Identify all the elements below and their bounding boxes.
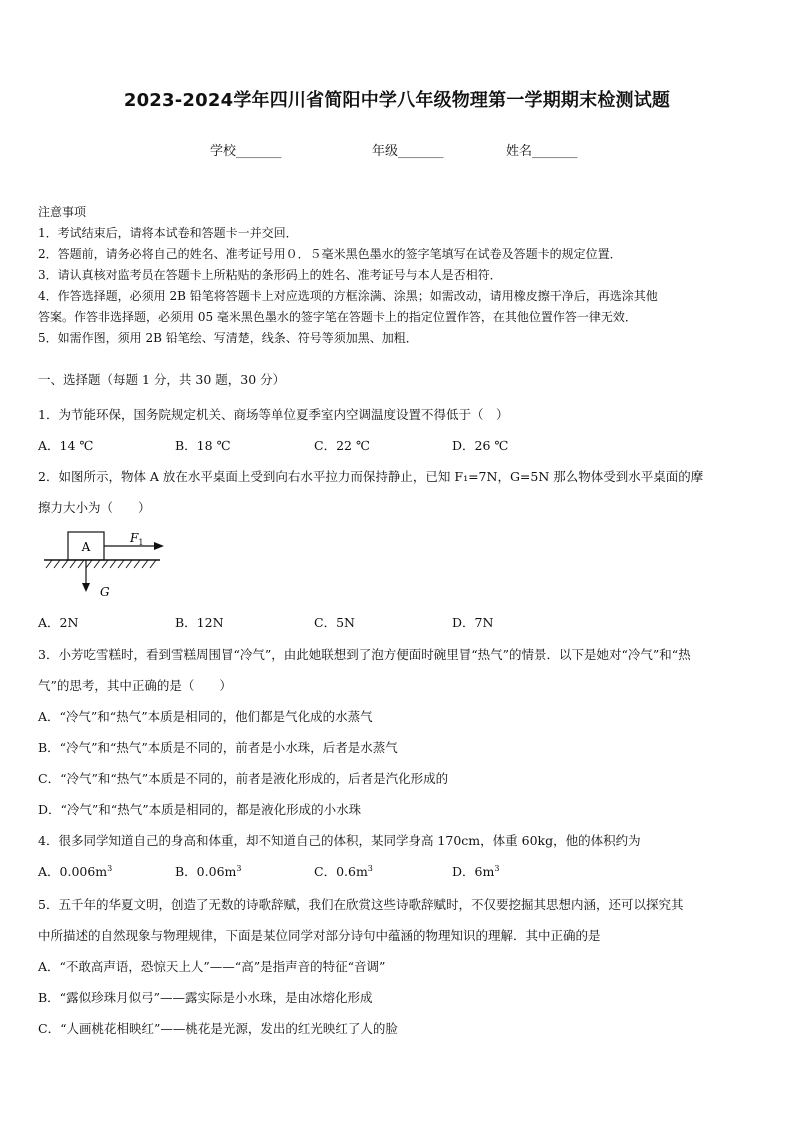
- q5-option-a: A．“不敢高声语，恐惊天上人”——“高”是指声音的特征“音调”: [38, 959, 386, 974]
- question-2-stem-line2: 擦力大小为（ ）: [38, 500, 151, 515]
- name-field: 姓名_______: [506, 144, 578, 159]
- q2-option-d: D．7N: [452, 615, 494, 630]
- q2-option-a: A．2N: [38, 615, 79, 630]
- q4-option-a: A．$0.006m^3$: [38, 863, 113, 879]
- note-item: 1．考试结束后，请将本试卷和答题卡一并交回．: [38, 226, 298, 240]
- question-2-stem-line1: 2．如图所示，物体 A 放在水平桌面上受到向右水平拉力而保持静止，已知 F₁=7N，G=5N 那么物体受到水平桌面的摩: [38, 469, 704, 484]
- force-label: $F_1$: [130, 531, 144, 547]
- force-arrowhead: [154, 542, 164, 550]
- q3-option-d: D．“冷气”和“热气”本质是相同的，都是液化形成的小水珠: [38, 802, 362, 817]
- gravity-arrowhead: [82, 583, 90, 592]
- q3-option-b: B．“冷气”和“热气”本质是不同的，前者是小水珠，后者是水蒸气: [38, 740, 398, 755]
- note-item: 3．请认真核对监考员在答题卡上所粘贴的条形码上的姓名、准考证号与本人是否相符．: [38, 268, 502, 282]
- table-hatching: [46, 560, 156, 568]
- q4-option-c: C．$0.6m^3$: [314, 863, 373, 879]
- question-3-stem-line1: 3．小芳吃雪糕时，看到雪糕周围冒“冷气”，由此她联想到了泡方便面时碗里冒“热气”的情景．以下是她对“冷气”和“热: [38, 647, 691, 662]
- q1-option-b: B．18 ℃: [175, 438, 231, 453]
- q1-option-d: D．26 ℃: [452, 438, 509, 453]
- note-item: 2．答题前，请务必将自己的姓名、准考证号用０．５毫米黑色墨水的签字笔填写在试卷及答题卡的规定位置．: [38, 247, 622, 261]
- q1-option-c: C．22 ℃: [314, 438, 370, 453]
- q5-option-c: C．“人画桃花相映红”——桃花是光源，发出的红光映红了人的脸: [38, 1021, 398, 1036]
- question-5-stem-line2: 中所描述的自然现象与物理规律，下面是某位同学对部分诗句中蕴涵的物理知识的理解．其中正确的是: [38, 928, 601, 943]
- note-item: 5．如需作图，须用 2B 铅笔绘、写清楚，线条、符号等须加黑、加粗．: [38, 331, 418, 345]
- question-4-stem: 4．很多同学知道自己的身高和体重，却不知道自己的体积，某同学身高 170cm，体重 60kg，他的体积约为: [38, 833, 641, 848]
- question-1-stem: 1．为节能环保，国务院规定机关、商场等单位夏季室内空调温度设置不得低于（ ）: [38, 407, 509, 422]
- note-item: 4．作答选择题，必须用 2B 铅笔将答题卡上对应选项的方框涂满、涂黑；如需改动，请用橡皮擦干净后，再选涂其他: [38, 289, 658, 303]
- q5-option-b: B．“露似珍珠月似弓”——露实际是小水珠，是由冰熔化形成: [38, 990, 373, 1005]
- school-field: 学校_______: [210, 144, 282, 159]
- q1-option-a: A．14 ℃: [38, 438, 94, 453]
- notes-heading: 注意事项: [38, 205, 87, 219]
- q4-option-b: B．$0.06m^3$: [175, 863, 242, 879]
- gravity-label: G: [100, 585, 110, 599]
- page-title: 2023-2024学年四川省简阳中学八年级物理第一学期期末检测试题: [123, 90, 671, 111]
- question-5-stem-line1: 5．五千年的华夏文明，创造了无数的诗歌辞赋，我们在欣赏这些诗歌辞赋时，不仅要挖掘其思想内涵，还可以探究其: [38, 897, 684, 912]
- force-diagram: [40, 528, 180, 600]
- note-item: 答案。作答非选择题，必须用 05 毫米黑色墨水的签字笔在答题卡上的指定位置作答，在其他位置作答一律无效．: [38, 310, 637, 324]
- q3-option-a: A．“冷气”和“热气”本质是相同的，他们都是气化成的水蒸气: [38, 709, 373, 724]
- grade-field: 年级_______: [372, 144, 444, 159]
- q2-option-c: C．5N: [314, 615, 355, 630]
- q2-option-b: B．12N: [175, 615, 224, 630]
- q3-option-c: C．“冷气”和“热气”本质是不同的，前者是液化形成的，后者是汽化形成的: [38, 771, 449, 786]
- q4-option-d: D．$6m^3$: [452, 863, 500, 879]
- section-heading: 一、选择题（每题 1 分，共 30 题，30 分）: [38, 372, 286, 387]
- question-3-stem-line2: 气”的思考，其中正确的是（ ）: [38, 678, 232, 693]
- block-a-label: A: [81, 540, 91, 554]
